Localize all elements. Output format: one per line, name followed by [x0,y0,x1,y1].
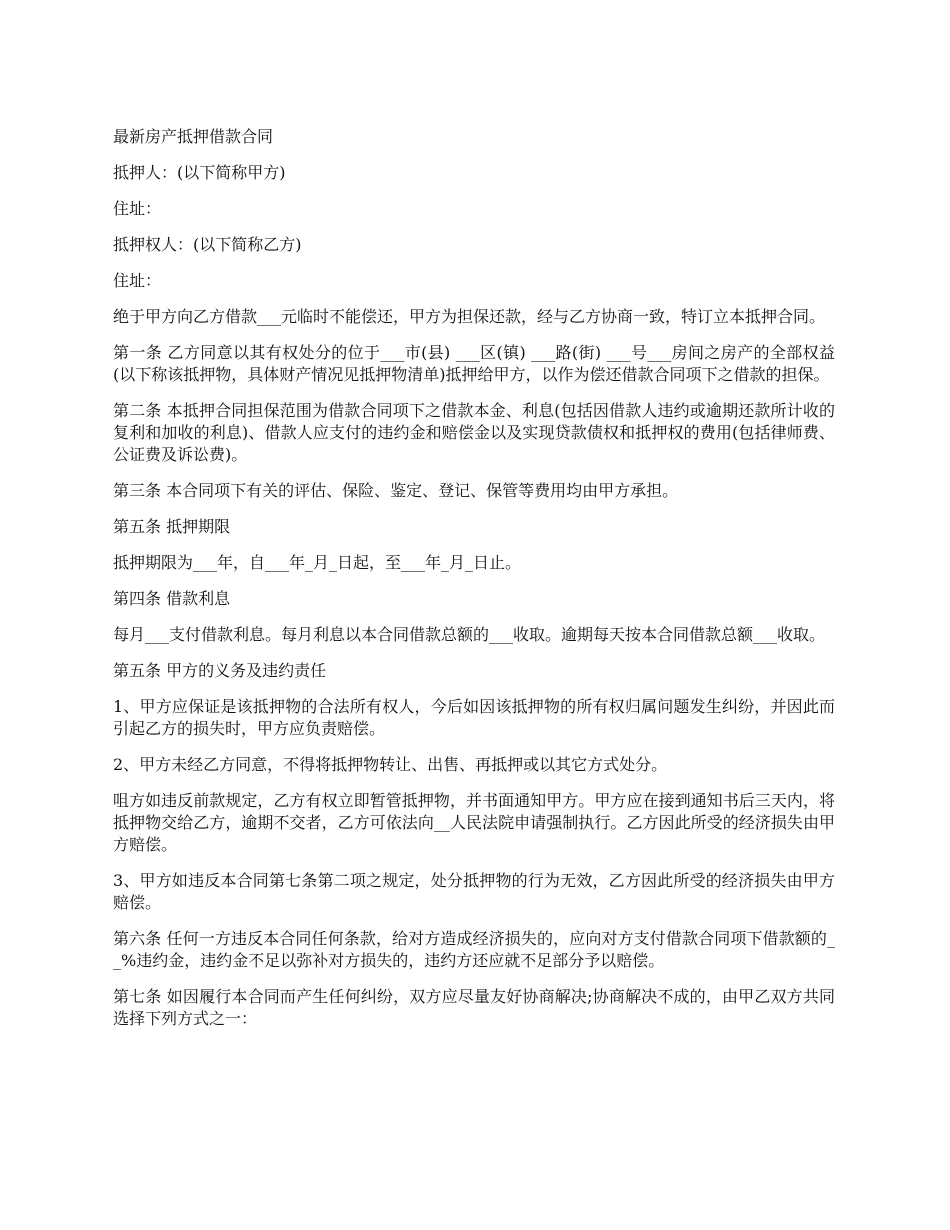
mortgagor-line: 抵押人：(以下简称甲方) [113,163,286,182]
mortgage-term-heading: 第五条 抵押期限 [113,517,231,536]
mortgagee-line: 抵押权人：(以下简称乙方) [113,235,302,254]
article-3-paragraph: 第三条 本合同项下有关的评估、保险、鉴定、登记、保管等费用均由甲方承担。 [113,481,679,500]
mortgagee-address-line: 住址： [113,271,162,290]
preamble-paragraph: 绝于甲方向乙方借款___元临时不能偿还，甲方为担保还款，经与乙方协商一致，特订立本抵押合同。 [113,307,826,326]
obligation-2-paragraph: 2、甲方未经乙方同意，不得将抵押物转让、出售、再抵押或以其它方式处分。 [113,755,668,774]
obligation-3-paragraph: 3、甲方如违反本合同第七条第二项之规定，处分抵押物的行为无效，乙方因此所受的经济损失由甲方赔偿。 [113,871,835,912]
article-2-paragraph: 第二条 本抵押合同担保范围为借款合同项下之借款本金、利息(包括因借款人违约或逾期还款所计收的复利和加收的利息)、借款人应支付的违约金和赔偿金以及实现贷款债权和抵押权的费用(包括律师费、公证费及诉讼费)。 [113,401,835,464]
obligation-1-paragraph: 1、甲方应保证是该抵押物的合法所有权人，今后如因该抵押物的所有权归属问题发生纠纷，并因此而引起乙方的损失时，甲方应负责赔偿。 [113,697,835,738]
obligations-heading: 第五条 甲方的义务及违约责任 [113,661,327,680]
article-1-paragraph: 第一条 乙方同意以其有权处分的位于___市(县) ___区(镇) ___路(街) ___号___房间之房产的全部权益(以下称该抵押物，具体财产情况见抵押物清单)抵押给甲方，以作为偿还借款合同项下之借款的担保。 [113,343,835,384]
mortgage-term-paragraph: 抵押期限为___年，自___年_月_日起，至___年_月_日止。 [113,553,522,572]
loan-interest-heading: 第四条 借款利息 [113,589,231,608]
article-6-paragraph: 第六条 任何一方违反本合同任何条款，给对方造成经济损失的，应向对方支付借款合同项下借款额的__%违约金，违约金不足以弥补对方损失的，违约方还应就不足部分予以赔偿。 [113,929,835,970]
loan-interest-paragraph: 每月___支付借款利息。每月利息以本合同借款总额的___收取。逾期每天按本合同借款总额___收取。 [113,625,826,644]
document-title: 最新房产抵押借款合同 [113,127,274,146]
mortgagor-address-line: 住址： [113,199,162,218]
article-7-paragraph: 第七条 如因履行本合同而产生任何纠纷，双方应尽量友好协商解决;协商解决不成的，由甲乙双方共同选择下列方式之一： [113,987,835,1028]
contract-document [113,126,835,1044]
obligation-2-consequence-paragraph: 咀方如违反前款规定，乙方有权立即暂管抵押物，并书面通知甲方。甲方应在接到通知书后三天内，将抵押物交给乙方，逾期不交者，乙方可依法向__人民法院申请强制执行。乙方因此所受的经济损失由甲方赔偿。 [113,791,835,854]
